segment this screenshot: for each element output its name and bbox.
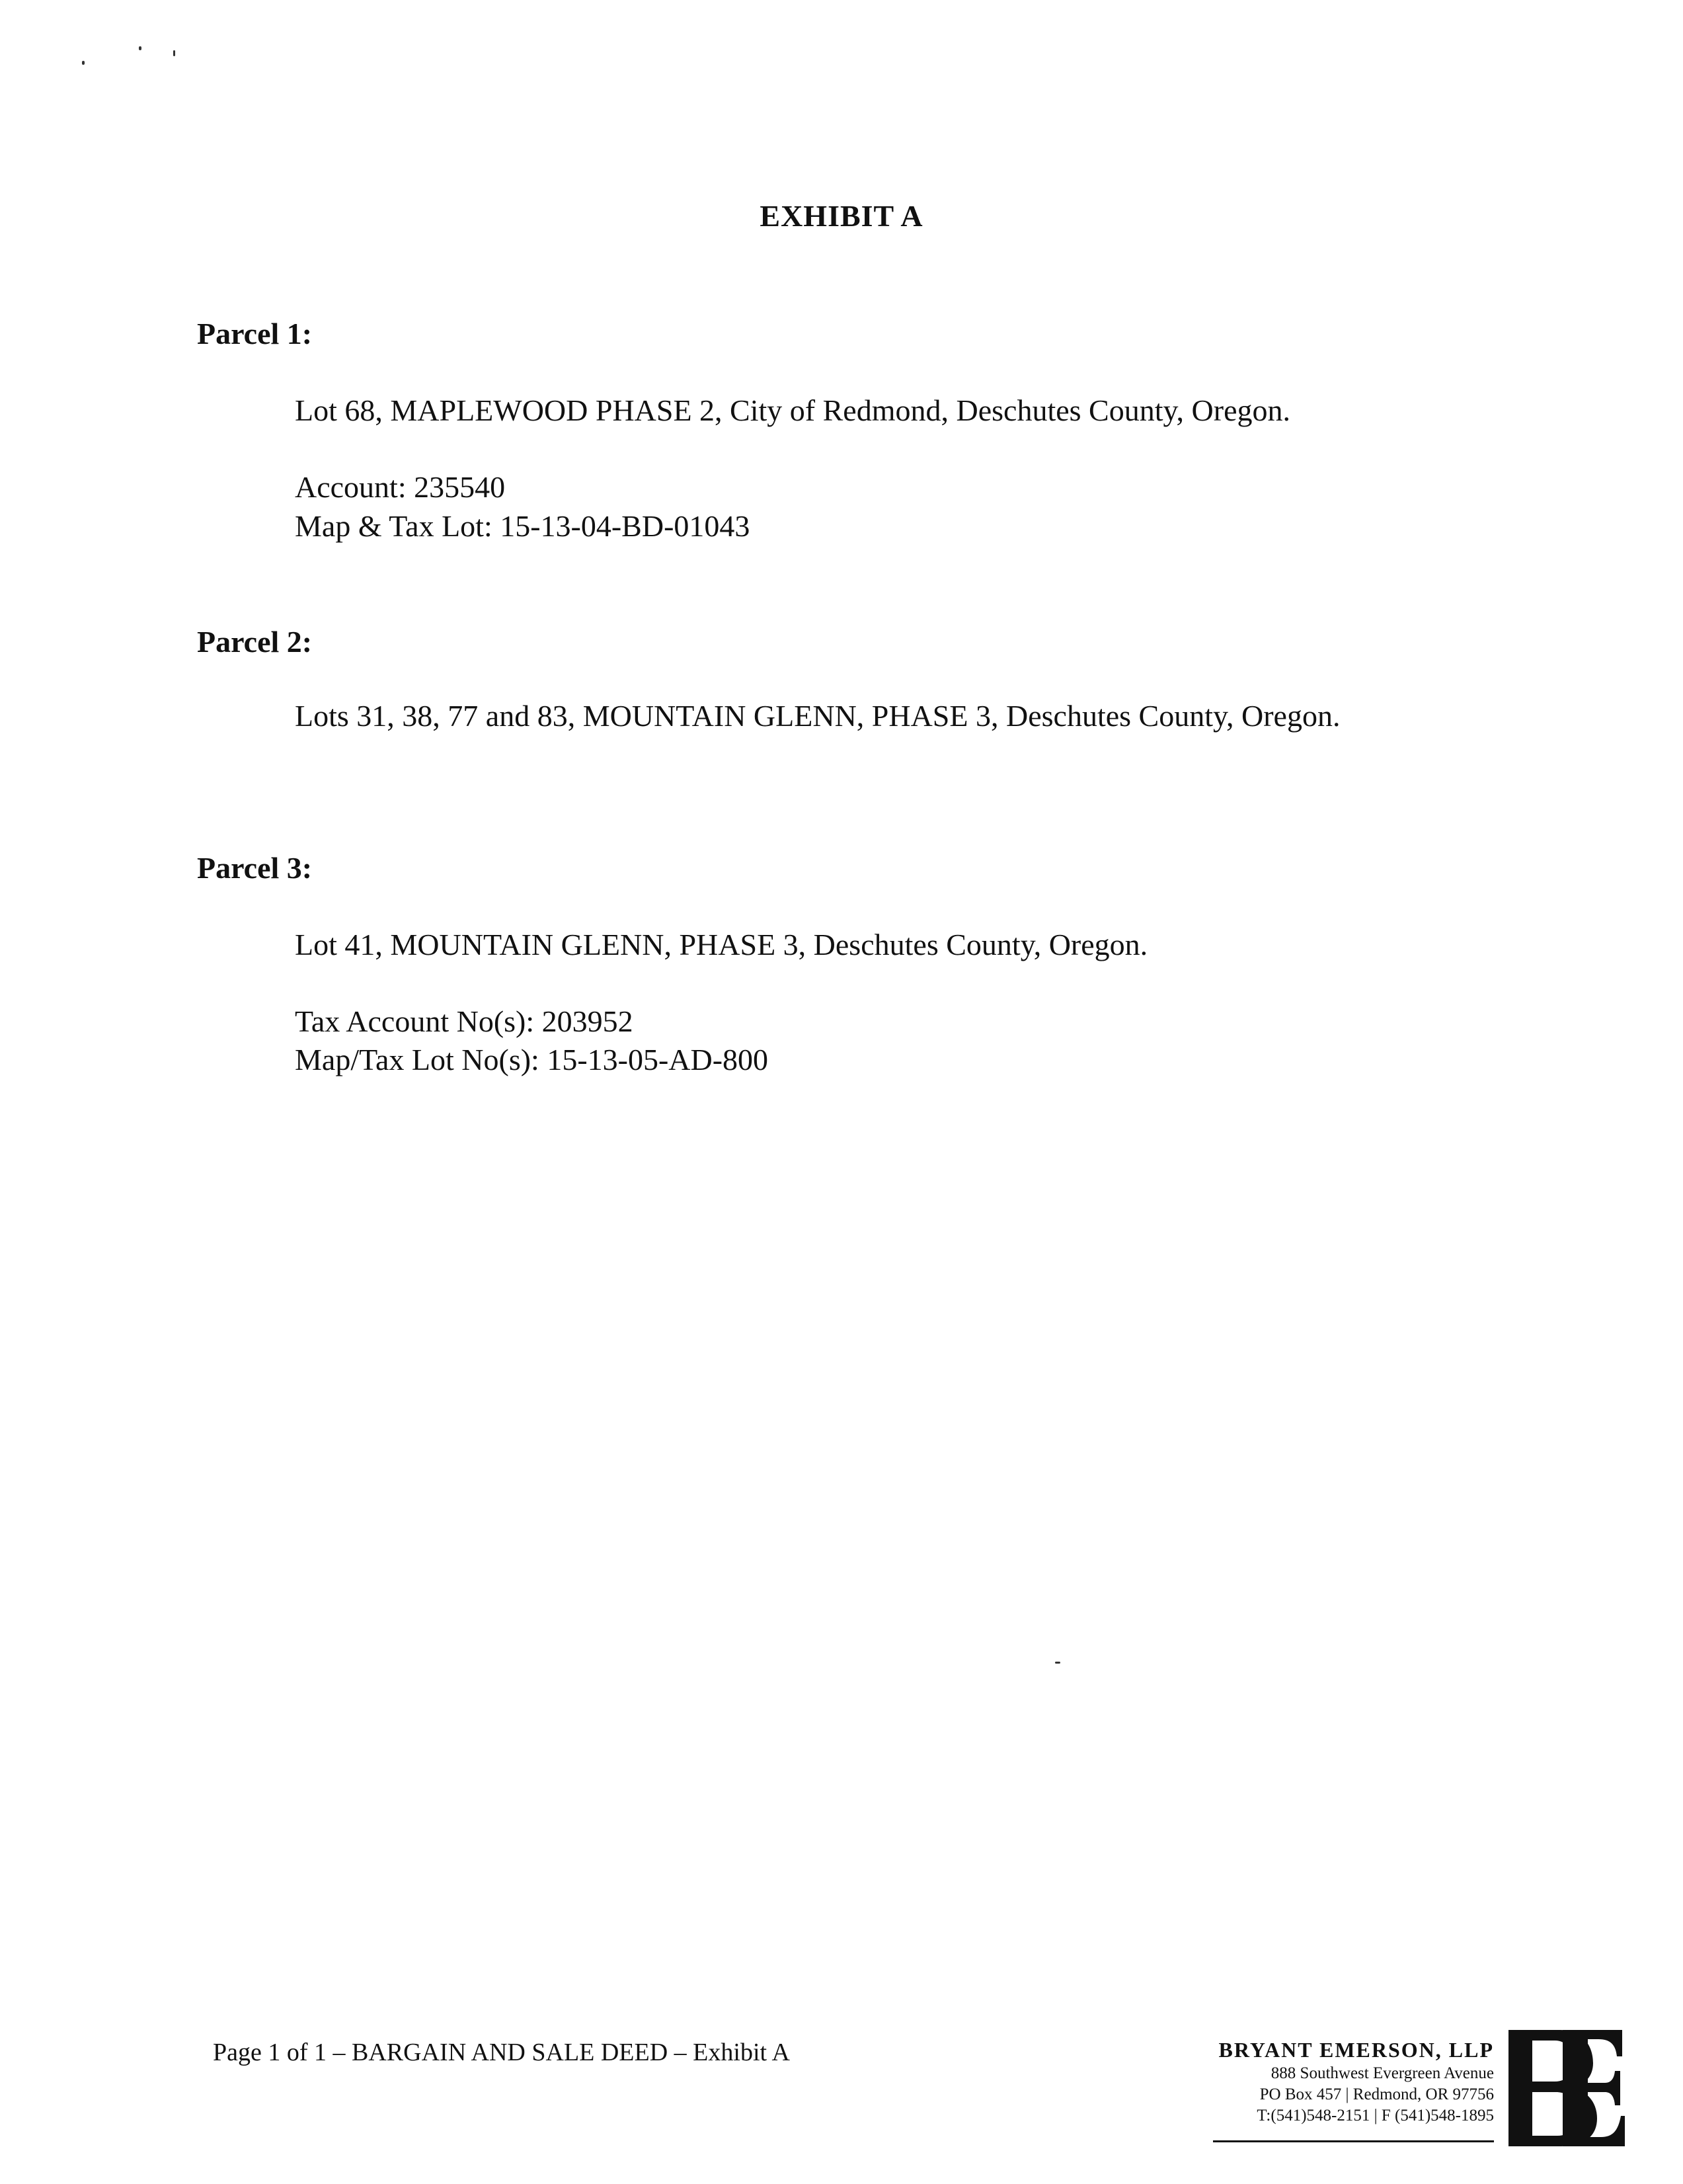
scan-mark <box>139 46 141 50</box>
parcel-3-account: Tax Account No(s): 203952 <box>295 1004 633 1038</box>
parcel-2-heading: Parcel 2: <box>197 625 313 659</box>
parcel-1-heading: Parcel 1: <box>197 317 313 350</box>
parcel-3-map-tax-lot: Map/Tax Lot No(s): 15-13-05-AD-800 <box>295 1043 769 1076</box>
page-title: EXHIBIT A <box>760 199 923 233</box>
firm-logo <box>1499 2025 1625 2150</box>
scan-mark <box>82 61 85 65</box>
firm-phone-fax: T:(541)548-2151 | F (541)548-1895 <box>1257 2107 1494 2124</box>
parcel-3-heading: Parcel 3: <box>197 851 313 885</box>
parcel-2-description: Lots 31, 38, 77 and 83, MOUNTAIN GLENN, PHASE 3, Deschutes County, Oregon. <box>295 699 1341 733</box>
parcel-3-description: Lot 41, MOUNTAIN GLENN, PHASE 3, Deschutes County, Oregon. <box>295 928 1148 961</box>
scan-mark <box>1055 1662 1060 1664</box>
parcel-1-account: Account: 235540 <box>295 470 506 504</box>
footer-page-label: Page 1 of 1 – BARGAIN AND SALE DEED – Exhibit A <box>213 2039 790 2066</box>
firm-address-block <box>1208 2037 1494 2126</box>
firm-address-line-1: 888 Southwest Evergreen Avenue <box>1271 2064 1494 2082</box>
parcel-1-map-tax-lot: Map & Tax Lot: 15-13-04-BD-01043 <box>295 509 750 543</box>
parcel-1-description: Lot 68, MAPLEWOOD PHASE 2, City of Redmond, Deschutes County, Oregon. <box>295 393 1290 427</box>
firm-name: BRYANT EMERSON, LLP <box>1218 2038 1494 2062</box>
scan-mark <box>173 50 175 56</box>
firm-address-line-2: PO Box 457 | Redmond, OR 97756 <box>1259 2085 1494 2103</box>
firm-underline-rule <box>1213 2140 1494 2142</box>
